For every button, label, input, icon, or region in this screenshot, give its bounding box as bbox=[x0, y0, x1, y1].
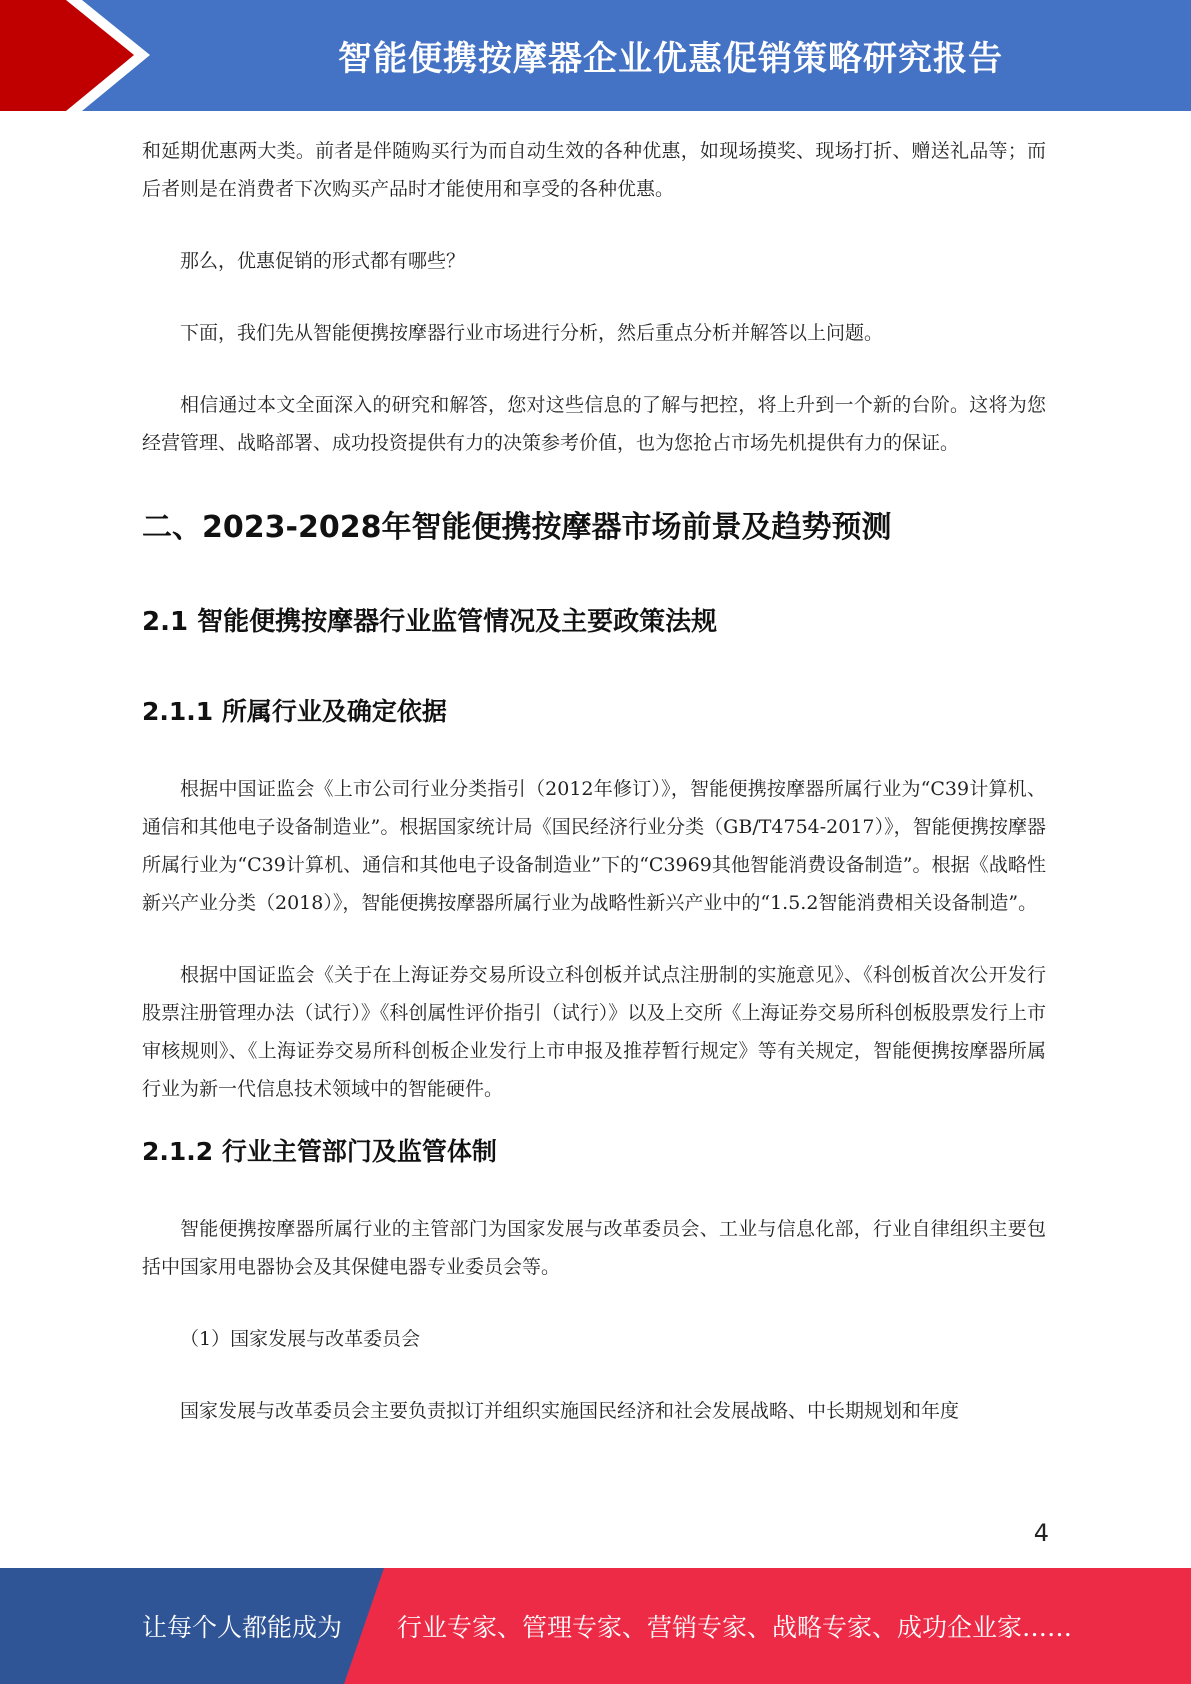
page-header bbox=[0, 0, 1191, 111]
paragraph: 国家发展与改革委员会主要负责拟订并组织实施国民经济和社会发展战略、中长期规划和年度 bbox=[180, 1400, 960, 1422]
paragraph: 根据中国证监会《关于在上海证券交易所设立科创板并试点注册制的实施意见》、《科创板首次公开发行股票注册管理办法（试行）》《科创属性评价指引（试行）》以及上交所《上海证券交易所科创板股票发行上市审核规则》、《上海证券交易所科创板企业发行上市申报及推荐暂行规定》等有关规定，智能便携按摩器所属行业为新一代信息技术领域中的智能硬件。 bbox=[142, 964, 1046, 1100]
paragraph: 下面，我们先从智能便携按摩器行业市场进行分析，然后重点分析并解答以上问题。 bbox=[180, 322, 884, 344]
subsubsection-heading: 2.1.2 行业主管部门及监管体制 bbox=[142, 1137, 497, 1166]
page-number: 4 bbox=[1033, 1519, 1049, 1547]
paragraph: 和延期优惠两大类。前者是伴随购买行为而自动生效的各种优惠，如现场摸奖、现场打折、赠送礼品等；而后者则是在消费者下次购买产品时才能使用和享受的各种优惠。 bbox=[142, 140, 1046, 200]
footer-slogan-left: 让每个人都能成为 bbox=[142, 1613, 343, 1642]
section-heading: 二、2023-2028年智能便携按摩器市场前景及趋势预测 bbox=[142, 510, 892, 545]
paragraph: 根据中国证监会《上市公司行业分类指引（2012年修订）》，智能便携按摩器所属行业为“C39计算机、通信和其他电子设备制造业”。根据国家统计局《国民经济行业分类（GB/T4754-2017）》，智能便携按摩器所属行业为“C39计算机、通信和其他电子设备制造业”下的“C3969其他智能消费设备制造”。根据《战略性新兴产业分类（2018）》，智能便携按摩器所属行业为战略性新兴产业中的“1.5.2智能消费相关设备制造”。 bbox=[142, 778, 1046, 914]
document-body bbox=[142, 132, 1046, 1430]
report-title: 智能便携按摩器企业优惠促销策略研究报告 bbox=[338, 39, 1003, 79]
subsubsection-heading: 2.1.1 所属行业及确定依据 bbox=[142, 697, 447, 726]
footer-slogan-right: 行业专家、管理专家、营销专家、战略专家、成功企业家…… bbox=[397, 1613, 1073, 1642]
paragraph: 相信通过本文全面深入的研究和解答，您对这些信息的了解与把控，将上升到一个新的台阶。这将为您经营管理、战略部署、成功投资提供有力的决策参考价值，也为您抢占市场先机提供有力的保证。 bbox=[142, 394, 1046, 454]
page-footer bbox=[0, 1568, 1191, 1684]
chevron-arrow-icon bbox=[0, 0, 160, 111]
paragraph: 智能便携按摩器所属行业的主管部门为国家发展与改革委员会、工业与信息化部，行业自律组织主要包括中国家用电器协会及其保健电器专业委员会等。 bbox=[142, 1218, 1046, 1278]
paragraph: （1）国家发展与改革委员会 bbox=[180, 1328, 421, 1350]
subsection-heading: 2.1 智能便携按摩器行业监管情况及主要政策法规 bbox=[142, 607, 718, 637]
paragraph: 那么，优惠促销的形式都有哪些？ bbox=[180, 250, 466, 272]
